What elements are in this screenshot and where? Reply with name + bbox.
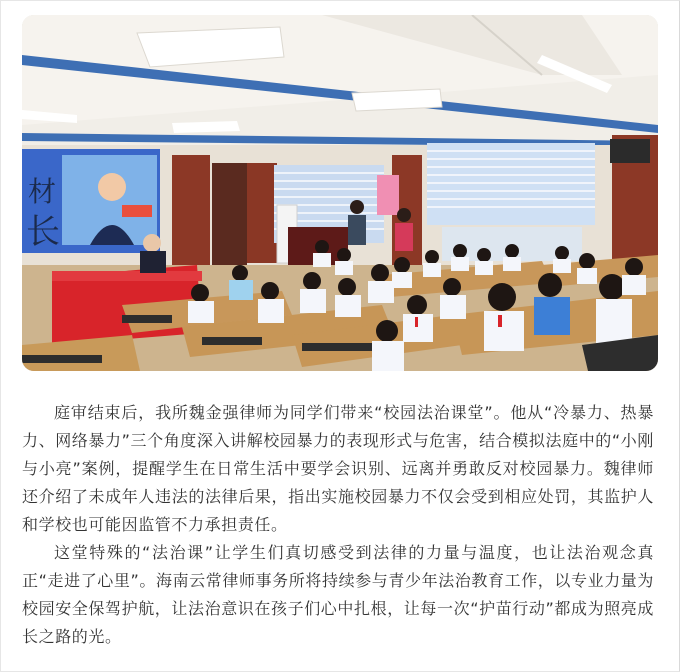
poster-char-2: 长 bbox=[26, 212, 60, 252]
classroom-photo-illustration bbox=[22, 15, 658, 371]
article-paragraph-1: 庭审结束后，我所魏金强律师为同学们带来“校园法治课堂”。他从“冷暴力、热暴力、网络暴力”三个角度深入讲解校园暴力的表现形式与危害，结合模拟法庭中的“小刚与小亮”案例，提醒学生在日常生活中要学会识别、远离并勇敢反对校园暴力。魏律师还介绍了未成年人违法的法律后果，指出实施校园暴力不仅会受到相应处罚，其监护人和学校也可能因监管不力承担责任。 bbox=[22, 403, 654, 534]
poster-char-1: 材 bbox=[28, 175, 57, 208]
article-paragraph-2: 这堂特殊的“法治课”让学生们真切感受到法律的力量与温度，也让法治观念真正“走进了心里”。海南云常律师事务所将持续参与青少年法治教育工作，以专业力量为校园安全保驾护航，让法治意识在孩子们心中扎根，让每一次“护苗行动”都成为照亮成长之路的光。 bbox=[22, 543, 654, 646]
classroom-photo bbox=[22, 15, 658, 371]
article-body bbox=[22, 399, 654, 651]
